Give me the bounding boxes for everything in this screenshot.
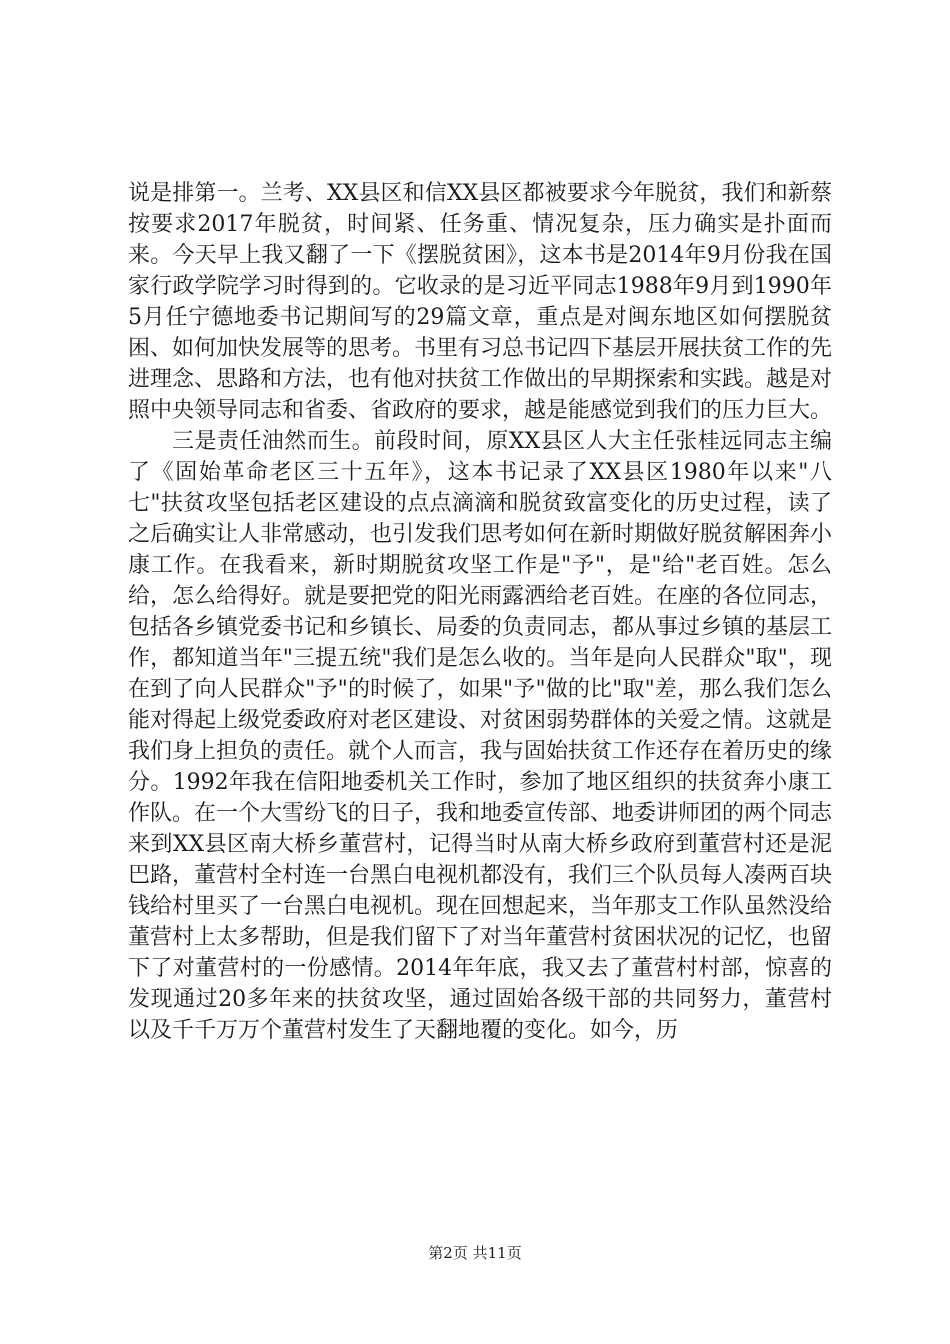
paragraph-responsibility: 三是责任油然而生。前段时间，原XX县区人大主任张桂远同志主编了《固始革命老区三十五年》，这本书记录了XX县区1980年以来"八七"扶贫攻坚包括老区建设的点点滴滴和脱贫致富变化的历史过程，读了之后确实让人非常感动，也引发我们思考如何在新时期做好脱贫解困奔小康工作。在我看来，新时期脱贫攻坚工作是"予"，是"给"老百姓。怎么给，怎么给得好。就是要把党的阳光雨露洒给老百姓。在座的各位同志，包括各乡镇党委书记和乡镇长、局委的负责同志，都从事过乡镇的基层工作，都知道当年"三提五统"我们是怎么收的。当年是向人民群众"取"，现在到了向人民群众"予"的时候了，如果"予"做的比"取"差，那么我们怎么能对得起上级党委政府对老区建设、对贫困弱势群体的关爱之情。这就是我们身上担负的责任。就个人而言，我与固始扶贫工作还存在着历史的缘分。1992年我在信阳地委机关工作时，参加了地区组织的扶贫奔小康工作队。在一个大雪纷飞的日子，我和地委宣传部、地委讲师团的两个同志来到XX县区南大桥乡董营村，记得当时从南大桥乡政府到董营村还是泥巴路，董营村全村连一台黑白电视机都没有，我们三个队员每人凑两百块钱给村里买了一台黑白电视机。现在回想起来，当年那支工作队虽然没给董营村上太多帮助，但是我们留下了对当年董营村贫困状况的记忆，也留下了对董营村的一份感情。2014年年底，我又去了董营村村部，惊喜的发现通过20多年来的扶贫攻坚，通过固始各级干部的共同努力，董营村以及千千万万个董营村发生了天翻地覆的变化。如今，历 [128, 429, 833, 1043]
body-text [128, 178, 832, 1046]
page-number: 第2页 共11页 [428, 1244, 522, 1262]
page-footer [0, 1243, 950, 1263]
paragraph-continuation: 说是排第一。兰考、XX县区和信XX县区都被要求今年脱贫，我们和新蔡按要求2017年脱贫，时间紧、任务重、情况复杂，压力确实是扑面而来。今天早上我又翻了一下《摆脱贫困》，这本书是2014年9月份我在国家行政学院学习时得到的。它收录的是习近平同志1988年9月到1990年5月任宁德地委书记期间写的29篇文章，重点是对闽东地区如何摆脱贫困、如何加快发展等的思考。书里有习总书记四下基层开展扶贫工作的先进理念、思路和方法，也有他对扶贫工作做出的早期探索和实践。越是对照中央领导同志和省委、省政府的要求，越是能感觉到我们的压力巨大。 [128, 181, 833, 423]
